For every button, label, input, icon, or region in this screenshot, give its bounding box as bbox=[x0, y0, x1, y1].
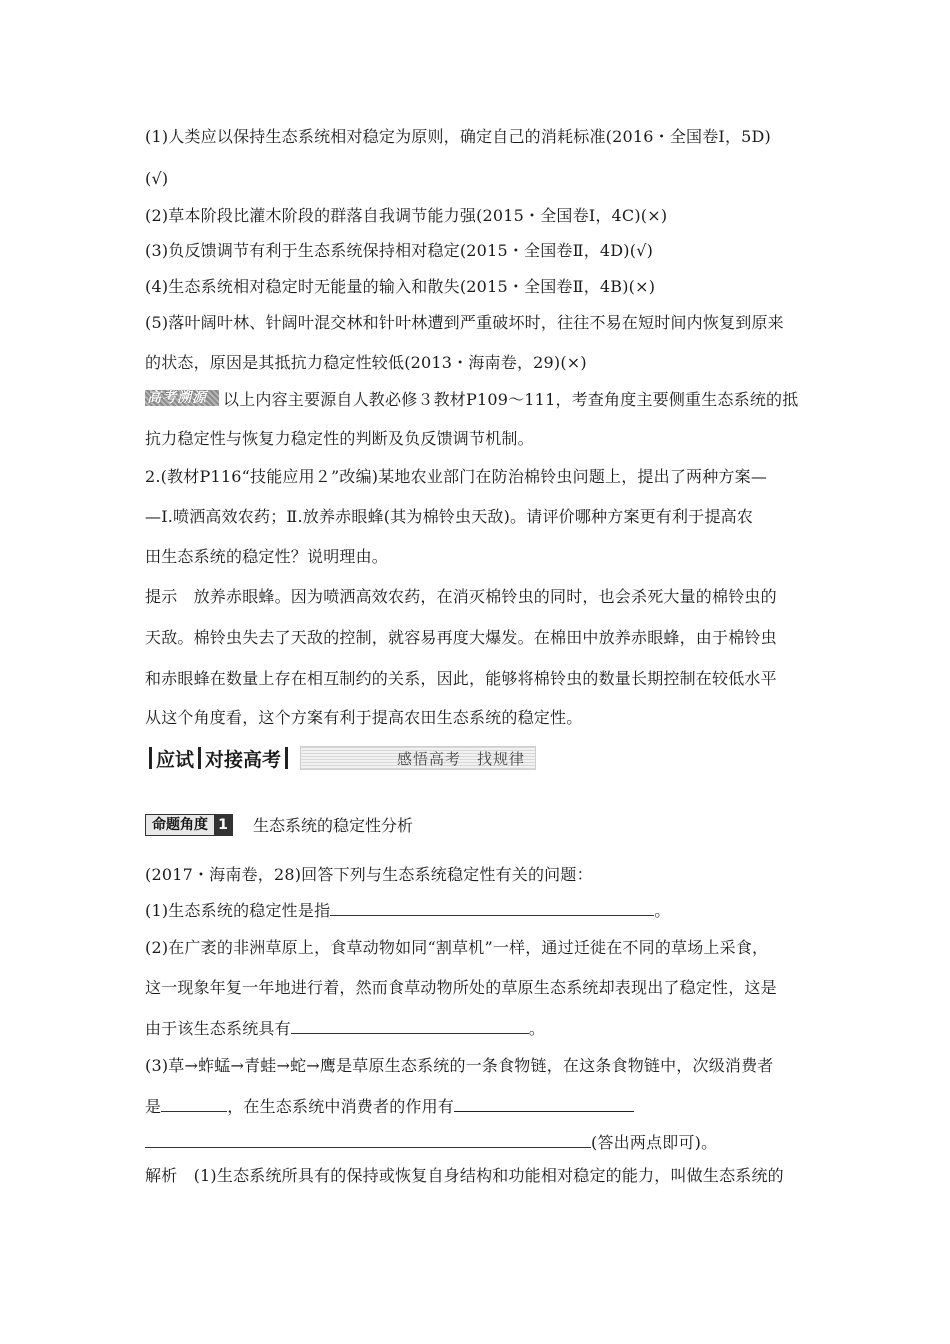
answer-line-1-mark: (√) bbox=[145, 169, 169, 188]
exam-question-3-line-3: (答出两点即可)。 bbox=[145, 1132, 717, 1153]
source-note bbox=[145, 389, 798, 410]
analysis-line-1: 解析 (1)生态系统所具有的保持或恢复自身结构和功能相对稳定的能力，叫做生态系统的 bbox=[145, 1166, 784, 1185]
answer-line-5: (5)落叶阔叶林、针阔叶混交林和针叶林遭到严重破坏时，往往不易在短时间内恢复到原来 bbox=[145, 313, 784, 332]
exam-question-2-line-2: 这一现象年复一年地进行着，然而食草动物所处的草原生态系统却表现出了稳定性，这是 bbox=[145, 978, 777, 997]
proposition-angle bbox=[145, 813, 413, 836]
hint-line-3: 和赤眼蜂在数量上存在相互制约的关系，因此，能够将棉铃虫的数量长期控制在较低水平 bbox=[145, 669, 777, 688]
answer-blank-4 bbox=[454, 1096, 634, 1112]
section-slogan-strip bbox=[300, 746, 536, 770]
answer-line-5-cont: 的状态，原因是其抵抗力稳定性较低(2013・海南卷，29)(×) bbox=[145, 353, 587, 372]
answer-blank-1 bbox=[330, 900, 654, 916]
answer-line-1: (1)人类应以保持生态系统相对稳定为原则，确定自己的消耗标准(2016・全国卷Ⅰ，5D) bbox=[145, 127, 771, 146]
section-title: 应试 对接高考 bbox=[145, 744, 292, 772]
answer-line-2: (2)草本阶段比灌木阶段的群落自我调节能力强(2015・全国卷Ⅰ，4C)(×) bbox=[145, 206, 668, 225]
answer-blank-3 bbox=[161, 1096, 227, 1112]
section-header bbox=[145, 744, 536, 772]
hint-line-4: 从这个角度看，这个方案有利于提高农田生态系统的稳定性。 bbox=[145, 708, 583, 727]
answer-line-3: (3)负反馈调节有利于生态系统保持相对稳定(2015・全国卷Ⅱ，4D)(√) bbox=[145, 241, 654, 260]
hint-line-1: 提示 放养赤眼蜂。因为喷洒高效农药，在消灭棉铃虫的同时，也会杀死大量的棉铃虫的 bbox=[145, 587, 777, 606]
exam-question-intro: (2017・海南卷，28)回答下列与生态系统稳定性有关的问题： bbox=[145, 865, 593, 884]
exam-question-2-line-1: (2)在广袤的非洲草原上，食草动物如同“割草机”一样，通过迁徙在不同的草场上采食， bbox=[145, 938, 769, 957]
angle-number: 1 bbox=[214, 815, 232, 835]
answer-line-4: (4)生态系统相对稳定时无能量的输入和散失(2015・全国卷Ⅱ，4B)(×) bbox=[145, 277, 656, 296]
angle-title: 生态系统的稳定性分析 bbox=[253, 816, 414, 835]
hint-line-2: 天敌。棉铃虫失去了天敌的控制，就容易再度大爆发。在棉田中放养赤眼蜂，由于棉铃虫 bbox=[145, 628, 777, 647]
section-slogan: 感悟高考 找规律 bbox=[397, 750, 526, 768]
exam-source-badge: 高考溯源 bbox=[145, 389, 219, 407]
answer-blank-2 bbox=[291, 1018, 529, 1034]
angle-label: 命题角度 bbox=[146, 815, 214, 835]
question-2-line-1: 2.(教材P116“技能应用２”改编)某地农业部门在防治棉铃虫问题上，提出了两种方案— bbox=[145, 467, 768, 486]
source-note-cont: 抗力稳定性与恢复力稳定性的判断及负反馈调节机制。 bbox=[145, 429, 534, 448]
exam-question-2-line-3: 由于该生态系统具有 。 bbox=[145, 1019, 546, 1038]
source-note-text: 以上内容主要源自人教必修３教材P109～111，考查角度主要侧重生态系统的抵 bbox=[223, 390, 799, 409]
exam-question-3-line-2: 是 ，在生态系统中消费者的作用有 bbox=[145, 1096, 634, 1117]
answer-blank-4-cont bbox=[145, 1132, 591, 1148]
angle-badge bbox=[145, 814, 233, 836]
question-2-line-3: 田生态系统的稳定性？说明理由。 bbox=[145, 547, 389, 566]
exam-question-3-line-1: (3)草→蚱蜢→青蛙→蛇→鹰是草原生态系统的一条食物链，在这条食物链中，次级消费者 bbox=[145, 1056, 774, 1075]
question-2-line-2: —Ⅰ.喷洒高效农药；Ⅱ.放养赤眼蜂(其为棉铃虫天敌)。请评价哪种方案更有利于提高农 bbox=[145, 507, 754, 526]
exam-question-1: (1)生态系统的稳定性是指 。 bbox=[145, 901, 671, 920]
